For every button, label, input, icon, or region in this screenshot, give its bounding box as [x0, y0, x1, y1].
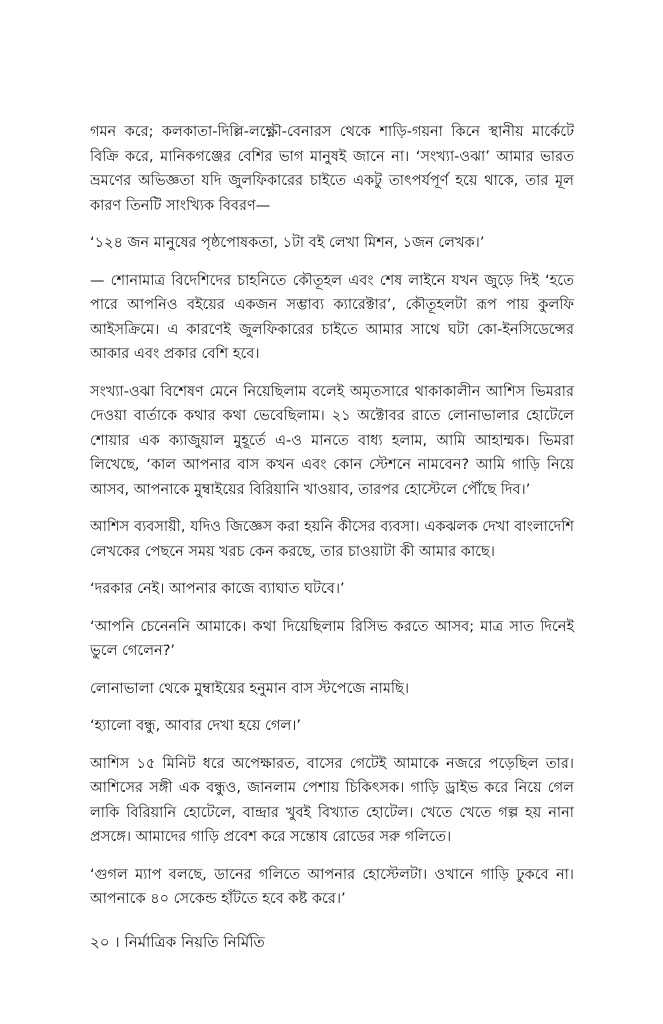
paragraph: গমন করে; কলকাতা-দিল্লি-লক্ষ্ণৌ-বেনারস থেকে শাড়ি-গয়না কিনে স্থানীয় মার্কেটে বিক্রি করে, মানিকগঞ্জের বেশির ভাগ মানুষই জানে না। ‘সংখ্যা-ওঝা’ আমার ভারত ভ্রমণের অভিজ্ঞতা যদি জুলফিকারের চাইতে একটু তাৎপর্যপূর্ণ হয়ে থাকে, তার মূল কারণ তিনটি সাংখ্যিক বিবরণ— [90, 124, 574, 214]
paragraph: ‘আপনি চেনেননি আমাকে। কথা দিয়েছিলাম রিসিভ করতে আসব; মাত্র সাত দিনেই ভুলে গেলেন?’ [90, 618, 574, 659]
page-body [90, 120, 574, 925]
footer-separator: । [114, 933, 120, 951]
paragraph: — শোনামাত্র বিদেশিদের চাহনিতে কৌতূহল এবং শেষ লাইনে যখন জুড়ে দিই ‘হতে পারে আপনিও বইয়ের একজন সম্ভাব্য ক্যারেক্টার’, কৌতূহলটা রূপ পায় কুলফি আইসক্রিমে। এ কারণেই জুলফিকারের চাইতে আমার সাথে ঘটা কো-ইনসিডেন্সের আকার এবং প্রকার বেশি হবে। [90, 272, 574, 362]
book-title: নির্মাত্রিক নিয়তি নির্মিতি [124, 933, 265, 951]
page-number: ২০ [90, 933, 110, 951]
paragraph: লোনাভালা থেকে মুম্বাইয়ের হনুমান বাস স্টপেজে নামছি। [90, 680, 410, 697]
paragraph: ‘গুগল ম্যাপ বলছে, ডানের গলিতে আপনার হোস্টেলটা। ওখানে গাড়ি ঢুকবে না। আপনাকে ৪০ সেকেন্ড হাঁটতে হবে কষ্ট করে।’ [90, 866, 574, 907]
paragraph: ‘দরকার নেই। আপনার কাজে ব্যাঘাত ঘটবে।’ [90, 581, 345, 597]
paragraph: আশিস ১৫ মিনিট ধরে অপেক্ষারত, বাসের গেটেই আমাকে নজরে পড়েছিল তার। আশিসের সঙ্গী এক বন্ধুও, জানলাম পেশায় চিকিৎসক। গাড়ি ড্রাইভ করে নিয়ে গেল লাকি বিরিয়ানি হোটেলে, বান্দ্রার খুবই বিখ্যাত হোটেল। খেতে খেতে গল্প হয় নানা প্রসঙ্গে। আমাদের গাড়ি প্রবেশ করে সন্তোষ রোডের সরু গলিতে। [90, 755, 574, 845]
paragraph: ‘হ্যালো বন্ধু, আবার দেখা হয়ে গেল।’ [90, 718, 302, 734]
page-footer [90, 930, 265, 954]
paragraph: আশিস ব্যবসায়ী, যদিও জিজ্ঞেস করা হয়নি কীসের ব্যবসা। একঝলক দেখা বাংলাদেশি লেখকের পেছনে সময় খরচ কেন করছে, তার চাওয়াটা কী আমার কাছে। [90, 519, 574, 560]
paragraph: সংখ্যা-ওঝা বিশেষণ মেনে নিয়েছিলাম বলেই অমৃতসারে থাকাকালীন আশিস ভিমরার দেওয়া বার্তাকে কথার কথা ভেবেছিলাম। ২১ অক্টোবর রাতে লোনাভালার হোটেলে শোয়ার এক ক্যাজুয়াল মুহূর্তে এ-ও মানতে বাধ্য হলাম, আমি আহাম্মক। ভিমরা লিখেছে, ‘কাল আপনার বাস কখন এবং কোন স্টেশনে নামবেন? আমি গাড়ি নিয়ে আসব, আপনাকে মুম্বাইয়ের বিরিয়ানি খাওয়াব, তারপর হোস্টেলে পৌঁছে দিব।’ [90, 383, 574, 498]
paragraph: ‘১২৪ জন মানুষের পৃষ্ঠপোষকতা, ১টা বই লেখা মিশন, ১জন লেখক।’ [90, 235, 485, 251]
